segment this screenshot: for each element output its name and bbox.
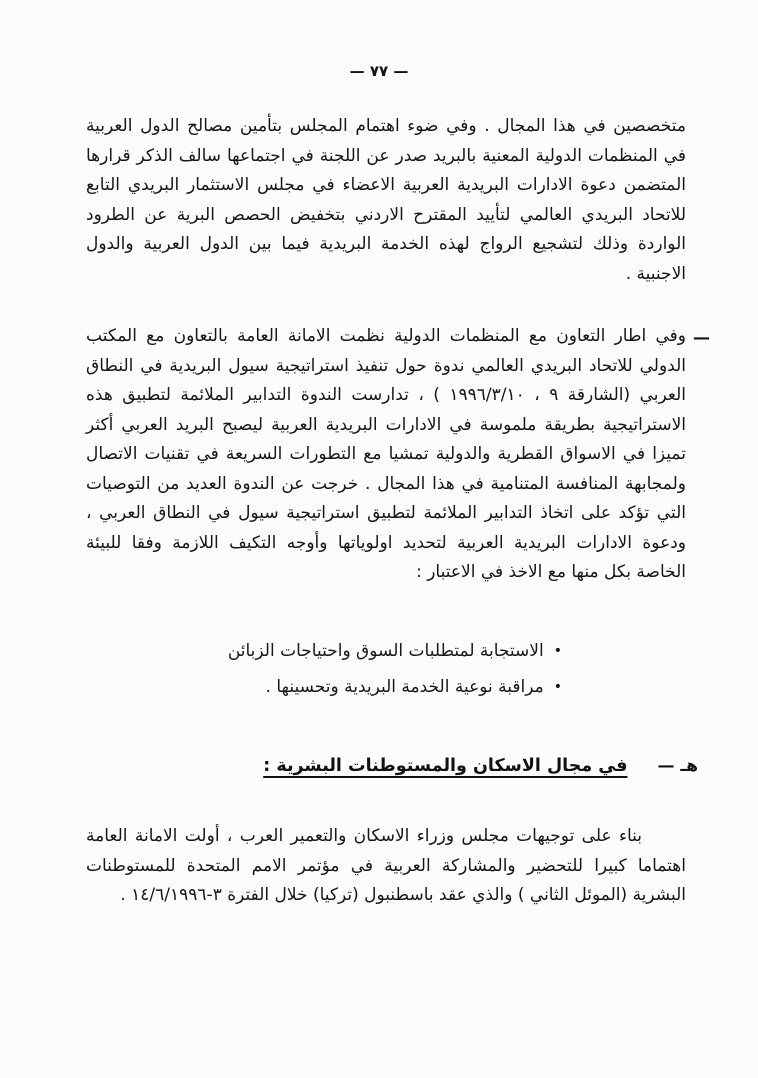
list-item (228, 636, 562, 666)
bullet-list (228, 636, 562, 708)
bullet-text-market-needs: الاستجابة لمتطلبات السوق واحتياجات الزبائن (227, 641, 544, 661)
section-housing (263, 756, 698, 776)
list-item (228, 672, 562, 702)
section-heading-housing: في مجال الاسكان والمستوطنات البشرية : (263, 756, 628, 776)
paragraph-seoul-strategy-text: وفي اطار التعاون مع المنظمات الدولية نظمت الامانة العامة بالتعاون مع المكتب الدولي للاتحاد البريدي العالمي ندوة حول تنفيذ استراتيجية سيول البريدية في النطاق العربي (الشارقة ٩ ، ١٩٩٦/٣/١٠ ) ، تدارست الندوة التدابير الملائمة لتطبيق هذه الاستراتيجية بطريقة ملموسة في الادارات البريدية العربية ليصبح البريد العربي أكثر تميزا في الاسواق القطرية والدولية تمشيا مع التطورات السريعة في تقنيات الاتصال ولمجابهة المنافسة المتنامية في هذا المجال . خرجت عن الندوة العديد من التوصيات التي تؤكد على اتخاذ التدابير الملائمة لتطبيق استراتيجية سيول في النطاق العربي ، ودعوة الادارات البريدية العربية لتحديد اولوياتها وأوجه التكيف اللازمة وفقا للبيئة الخاصة بكل منها مع الاخذ في الاعتبار : (86, 326, 686, 582)
bullet-text-service-quality: مراقبة نوعية الخدمة البريدية وتحسينها . (265, 677, 544, 697)
bullet-icon: • (553, 643, 562, 659)
paragraph-dash-marker: — (693, 328, 710, 348)
paragraph-postal-council: متخصصين في هذا المجال . وفي ضوء اهتمام المجلس بتأمين مصالح الدول العربية في المنظمات الدولية المعنية بالبريد صدر عن اللجنة في اجتماعها سالف الذكر قرارها المتضمن دعوة الادارات البريدية العربية الاعضاء في مجلس الاستثمار البريدي التابع للاتحاد البريدي العالمي لتأييد المقترح الاردني بتخفيض الحصص البرية عن الطرود الواردة وذلك لتشجيع الرواج لهذه الخدمة البريدية فيما بين الدول العربية والدول الاجنبية . (86, 116, 686, 284)
paragraph-seoul-strategy (86, 322, 710, 588)
section-marker: هـ — (657, 756, 698, 776)
bullet-icon: • (553, 679, 562, 695)
page-number: — ٧٧ — (349, 62, 409, 80)
paragraph-habitat-conference: بناء على توجيهات مجلس وزراء الاسكان والتعمير العرب ، أولت الامانة العامة اهتماما كبيرا للتحضير والمشاركة العربية في مؤتمر الامم المتحدة للمستوطنات البشرية (الموئل الثاني ) والذي عقد باسطنبول (تركيا) خلال الفترة ٣-١٤/٦/١٩٩٦ . (86, 826, 686, 905)
